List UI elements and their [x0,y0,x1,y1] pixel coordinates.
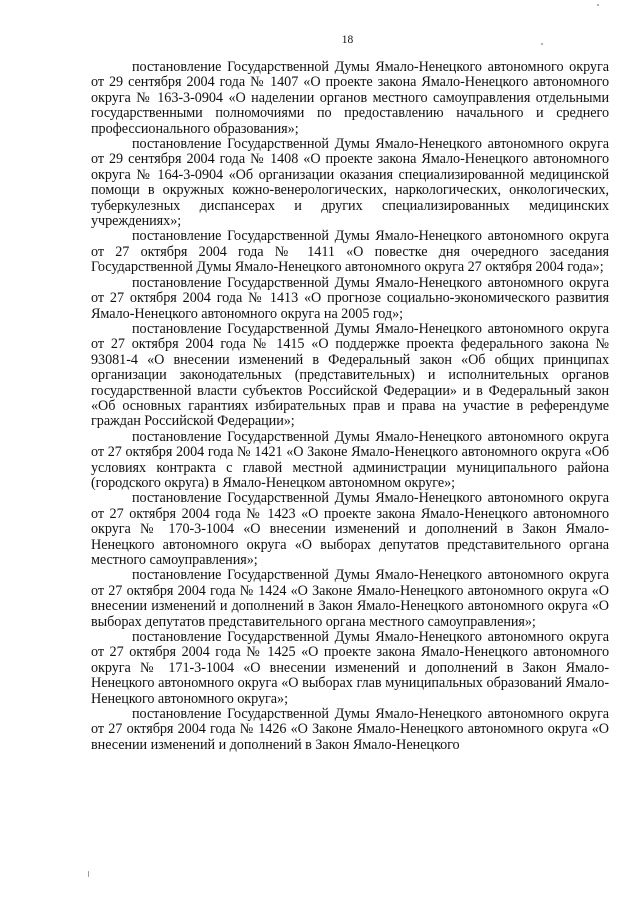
paragraph-resolution-1407: постановление Государственной Думы Ямало-Ненецкого автономного округа от 29 сентября 2004 года № 1407 «О проекте закона Ямало-Ненецкого автономного округа № 163-3-0904 «О наделении органов местного самоуправления отдельными государственными полномочиями по предоставлению начального и среднего профессионального образования»; [91,59,609,137]
paragraph-resolution-1411: постановление Государственной Думы Ямало-Ненецкого автономного округа от 27 октября 2004 года № 1411 «О повестке дня очередного заседания Государственной Думы Ямало-Ненецкого автономного округа 27 октября 2004 года»; [91,228,609,276]
paragraph-resolution-1408: постановление Государственной Думы Ямало-Ненецкого автономного округа от 29 сентября 2004 года № 1408 «О проекте закона Ямало-Ненецкого автономного округа № 164-3-0904 «Об организации оказания специализированной медицинской помощи в окружных кожно-венерологических, наркологических, онкологических, туберкулезных диспансерах и других специализированных медицинских учреждениях»; [91,136,609,230]
page-number: 18 [341,34,354,46]
paragraph-resolution-1421: постановление Государственной Думы Ямало-Ненецкого автономного округа от 27 октября 2004 года № 1421 «О Законе Ямало-Ненецкого автономного округа «Об условиях контракта с главой местной администрации муниципального района (городского округа) в Ямало-Ненецком автономном округе»; [91,428,609,491]
paragraph-resolution-1425: постановление Государственной Думы Ямало-Ненецкого автономного округа от 27 октября 2004 года № 1425 «О проекте закона Ямало-Ненецкого автономного округа № 171-3-1004 «О внесении изменений и дополнений в Закон Ямало-Ненецкого автономного округа «О выборах глав муниципальных образований Ямало-Ненецкого автономного округа»; [91,629,609,707]
scan-speck [597,4,599,6]
paragraph-resolution-1423: постановление Государственной Думы Ямало-Ненецкого автономного округа от 27 октября 2004 года № 1423 «О проекте закона Ямало-Ненецкого автономного округа № 170-3-1004 «О внесении изменений и дополнений в Закон Ямало-Ненецкого автономного округа «О выборах депутатов представительного органа местного самоуправления»; [91,490,609,568]
paragraph-resolution-1415: постановление Государственной Думы Ямало-Ненецкого автономного округа от 27 октября 2004 года № 1415 «О поддержке проекта федерального закона № 93081-4 «О внесении изменений в Федеральный закон «Об общих принципах организации законодательных (представительных) и исполнительных органов государственной власти субъектов Российской Федерации» и в Федеральный закон «Об основных гарантиях избирательных прав и права на участие в референдуме граждан Российской Федерации»; [91,320,609,430]
document-body [91,60,609,753]
paragraph-resolution-1424: постановление Государственной Думы Ямало-Ненецкого автономного округа от 27 октября 2004 года № 1424 «О Законе Ямало-Ненецкого автономного округа «О внесении изменений и дополнений в Закон Ямало-Ненецкого автономного округа «О выборах депутатов представительного органа местного самоуправления»; [91,567,609,630]
paragraph-resolution-1413: постановление Государственной Думы Ямало-Ненецкого автономного округа от 27 октября 2004 года № 1413 «О прогнозе социально-экономического развития Ямало-Ненецкого автономного округа на 2005 год»; [91,274,609,322]
scan-speck [88,871,89,877]
paragraph-resolution-1426: постановление Государственной Думы Ямало-Ненецкого автономного округа от 27 октября 2004 года № 1426 «О Законе Ямало-Ненецкого автономного округа «О внесении изменений и дополнений в Закон Ямало-Ненецкого [91,706,609,753]
scan-speck [541,43,543,45]
